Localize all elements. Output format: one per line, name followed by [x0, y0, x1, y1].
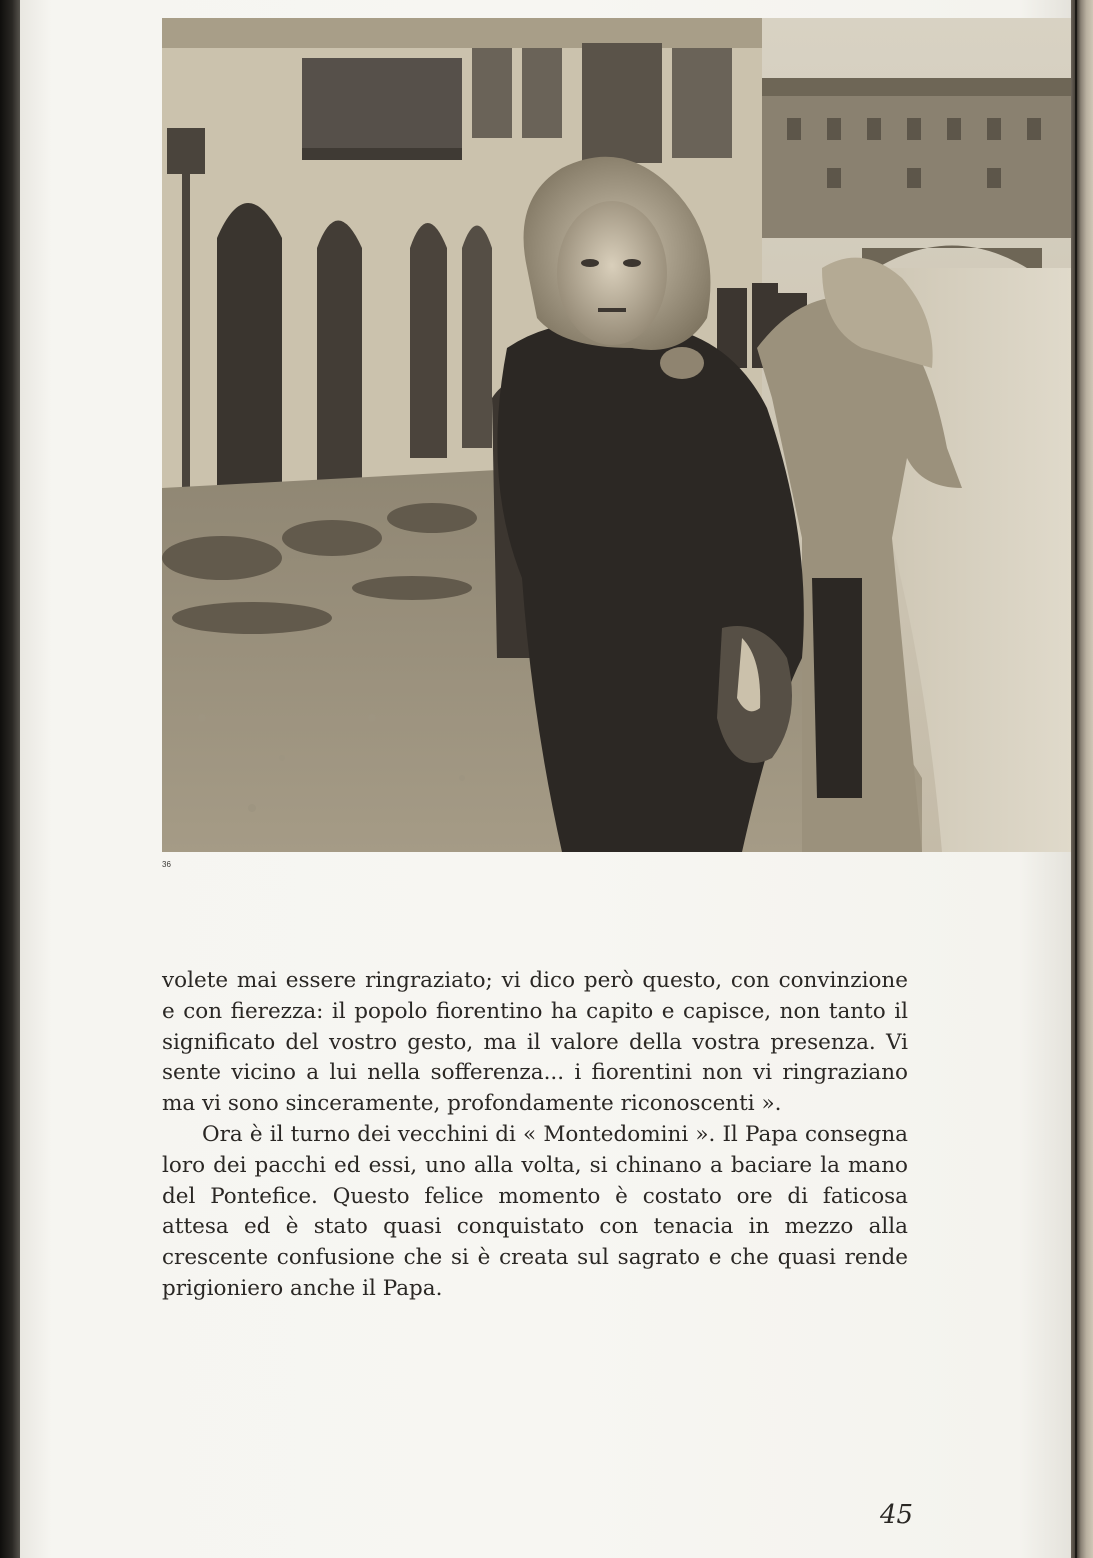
book-spine-edge	[0, 0, 20, 1558]
paragraph-1: volete mai essere ringraziato; vi dico però questo, con convinzione e con fierezza: il popolo fiorentino ha capito e capisce, non tanto il significato del vostro gesto, ma il valore della vostra presenza. Vi sente vicino a lui nella sofferenza... i fiorentini non vi ringraziano ma vi sono sinceramente, profondamente riconoscenti ».	[162, 968, 908, 1117]
book-fore-edge	[1071, 0, 1093, 1558]
plate-number: 36	[162, 860, 171, 869]
photograph	[162, 18, 1074, 852]
body-text	[162, 966, 908, 1305]
paragraph-2: Ora è il turno dei vecchini di « Montedomini ». Il Papa consegna loro dei pacchi ed essi, uno alla volta, si chinano a baciare la mano del Pontefice. Questo felice momento è costato ore di faticosa attesa ed è stato quasi conquistato con tenacia in mezzo alla crescente confusione che si è creata sul sagrato e che quasi rende prigioniero anche il Papa.	[162, 1121, 908, 1301]
page-number: 45	[880, 1500, 914, 1530]
photograph-icon	[162, 18, 1074, 852]
